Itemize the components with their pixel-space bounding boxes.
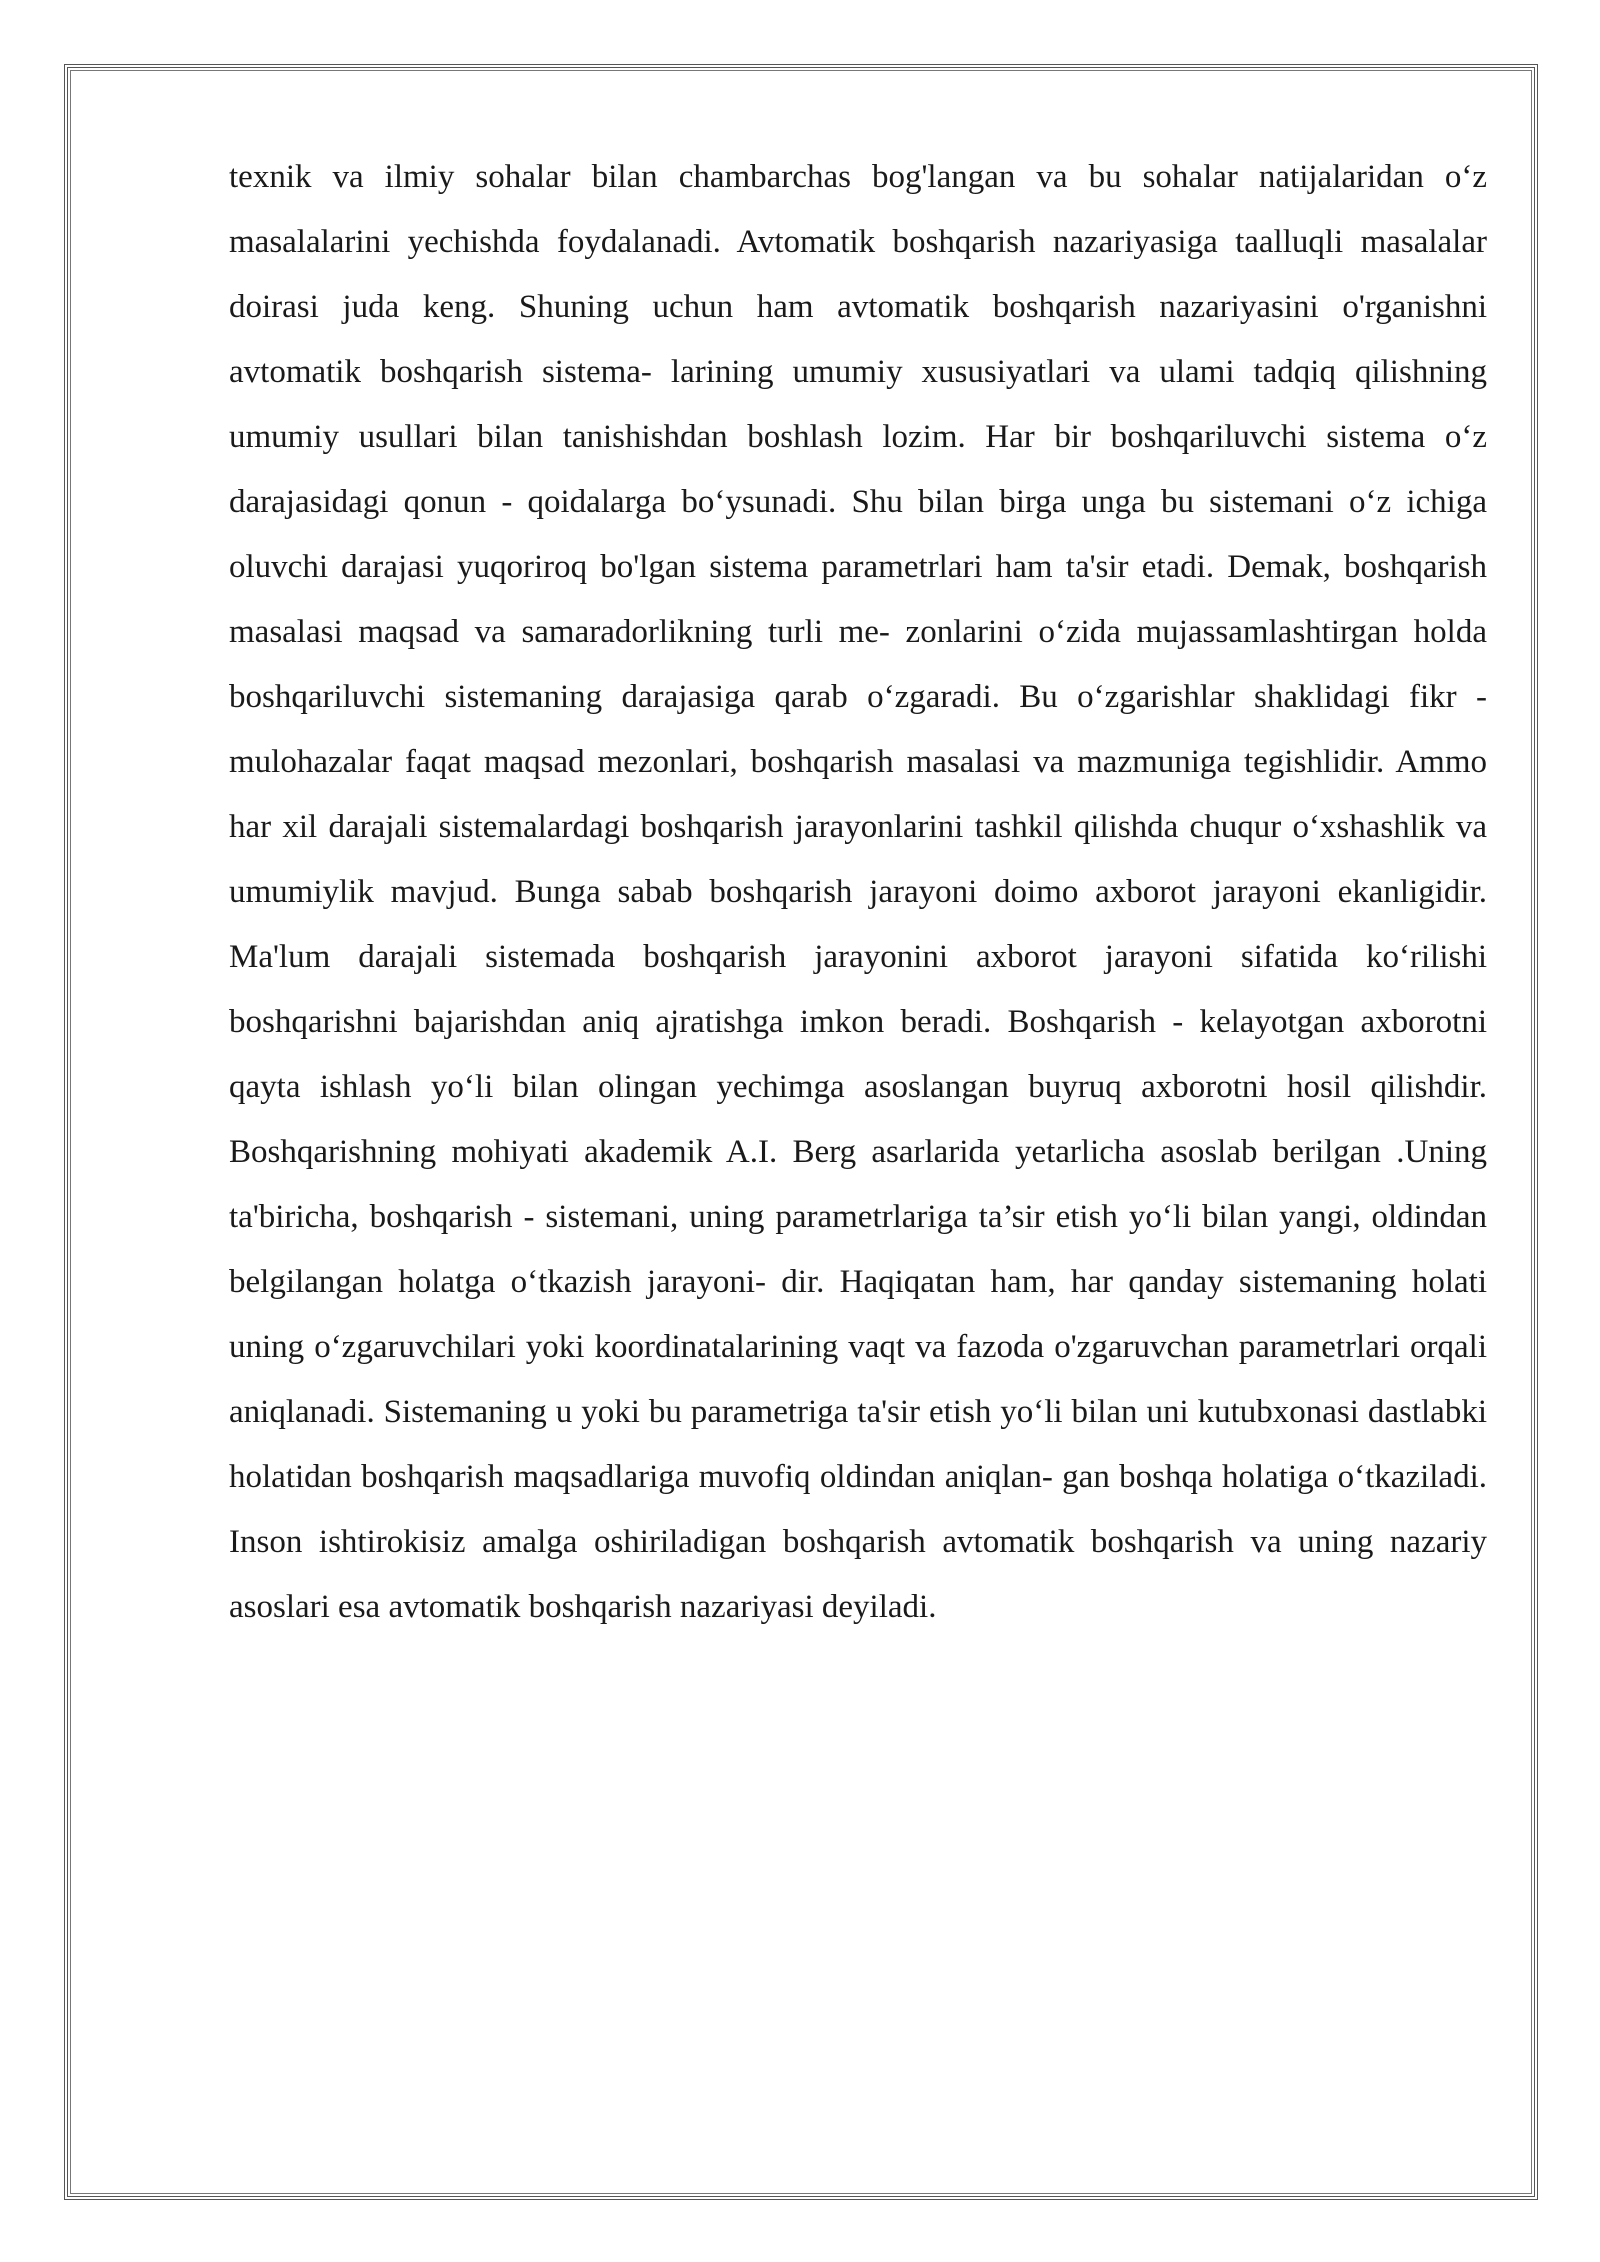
body-paragraph: texnik va ilmiy sohalar bilan chambarchas bog'langan va bu sohalar natijalaridan o‘z masalalarini yechishda foydalanadi. Avtomatik boshqarish nazariyasiga taalluqli masalalar doirasi juda keng. Shuning uchun ham avtomatik boshqarish nazariyasini o'rganishni avtomatik boshqarish sistema- larining umumiy xususiyatlari va ulami tadqiq qilishning umumiy usullari bilan tanishishdan boshlash lozim. Har bir boshqariluvchi sistema o‘z darajasidagi qonun - qoidalarga bo‘ysunadi. Shu bilan birga unga bu sistemani o‘z ichiga oluvchi darajasi yuqoriroq bo'lgan sistema parametrlari ham ta'sir etadi. Demak, boshqarish masalasi maqsad va samaradorlikning turli me- zonlarini o‘zida mujassamlashtirgan holda boshqariluvchi sistemaning darajasiga qarab o‘zgaradi. Bu o‘zgarishlar shaklidagi fikr - mulohazalar faqat maqsad mezonlari, boshqarish masalasi va mazmuniga tegishlidir. Ammo har xil darajali sistemalardagi boshqarish jarayonlarini tashkil qilishda chuqur o‘xshashlik va umumiylik mavjud. Bunga sabab boshqarish jarayoni doimo axborot jarayoni ekanligidir. Ma'lum darajali sistemada boshqarish jarayonini axborot jarayoni sifatida ko‘rilishi boshqarishni bajarishdan aniq ajratishga imkon beradi. Boshqarish - kelayotgan axborotni qayta ishlash yo‘li bilan olingan yechimga asoslangan buyruq axborotni hosil qilishdir. Boshqarishning mohiyati akademik A.I. Berg asarlarida yetarlicha asoslab berilgan .Uning ta'biricha, boshqarish - sistemani, uning parametrlariga ta’sir etish yo‘li bilan yangi, oldindan belgilangan holatga o‘tkazish jarayoni- dir. Haqiqatan ham, har qanday sistemaning holati uning o‘zgaruvchilari yoki koordinatalarining vaqt va fazoda o'zgaruvchan parametrlari orqali aniqlanadi. Sistemaning u yoki bu parametriga ta'sir etish yo‘li bilan uni kutubxonasi dastlabki holatidan boshqarish maqsadlariga muvofiq oldindan aniqlan- gan boshqa holatiga o‘tkaziladi. Inson ishtirokisiz amalga oshiriladigan boshqarish avtomatik boshqarish va uning nazariy asoslari esa avtomatik boshqarish nazariyasi deyiladi. [229, 159, 1487, 1625]
